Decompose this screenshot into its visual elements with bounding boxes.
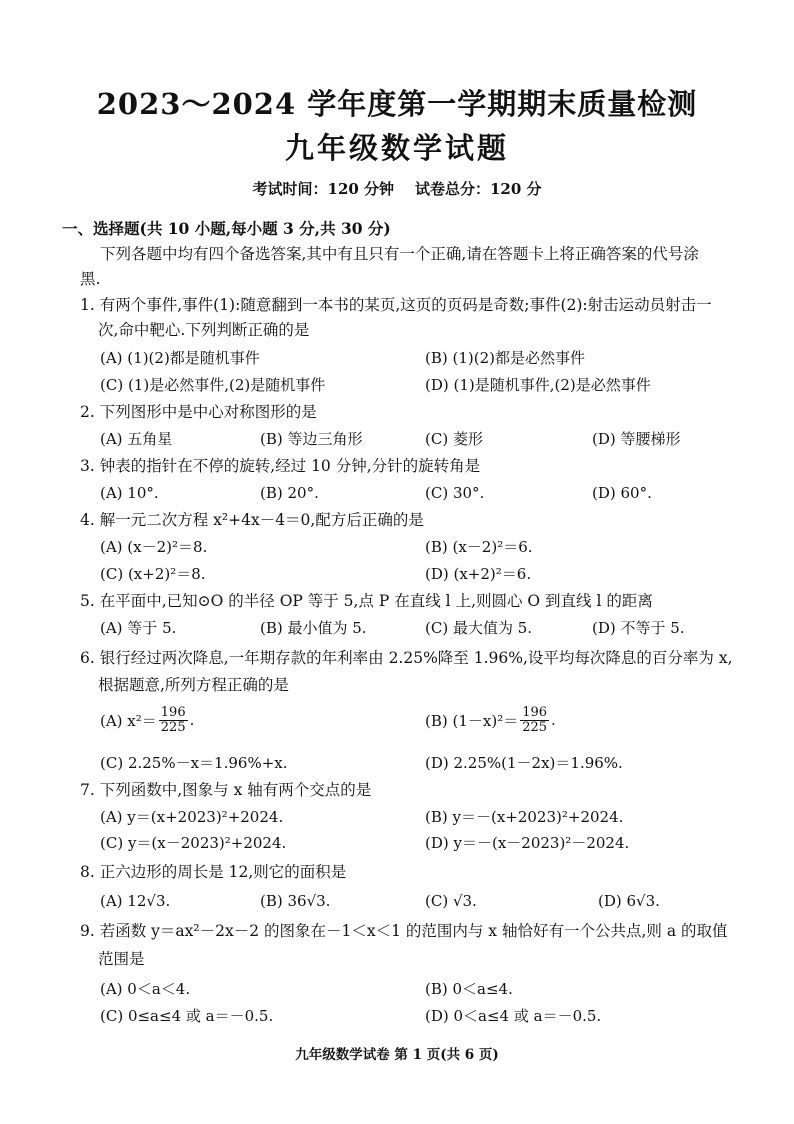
q1-stem-cont: 次,命中靶心.下列判断正确的是 — [98, 321, 310, 339]
q9-option-b: (B) 0＜a≤4. — [425, 980, 513, 998]
q3-stem: 3. 钟表的指针在不停的旋转,经过 10 分钟,分针的旋转角是 — [80, 457, 481, 475]
q6-option-c: (C) 2.25%－x＝1.96%+x. — [100, 754, 288, 772]
exam-title-line2: 九年级数学试题 — [284, 131, 509, 165]
q1-stem: 1. 有两个事件,事件(1):随意翻到一本书的某页,这页的页码是奇数;事件(2):射击运动员射击一 — [80, 296, 712, 314]
q8-option-a: (A) 12√3. — [100, 892, 171, 910]
q8-option-d: (D) 6√3. — [598, 892, 660, 910]
q6-option-a-suffix: . — [189, 711, 195, 730]
q6-option-d: (D) 2.25%(1－2x)＝1.96%. — [425, 754, 623, 772]
q1-option-a: (A) (1)(2)都是随机事件 — [100, 349, 260, 367]
q9-stem-cont: 范围是 — [98, 950, 145, 968]
q2-option-c: (C) 菱形 — [425, 430, 483, 448]
q3-option-a: (A) 10°. — [100, 484, 159, 502]
q6-option-b-denominator: 225 — [522, 719, 548, 735]
q1-option-d: (D) (1)是随机事件,(2)是必然事件 — [425, 376, 651, 394]
q2-option-d: (D) 等腰梯形 — [592, 430, 681, 448]
q9-option-c: (C) 0≤a≤4 或 a＝－0.5. — [100, 1007, 274, 1025]
q8-option-c: (C) √3. — [425, 892, 477, 910]
q4-option-b: (B) (x－2)²＝6. — [425, 538, 533, 556]
exam-title-line1: 2023～2024 学年度第一学期期末质量检测 — [96, 87, 698, 121]
q1-option-c: (C) (1)是必然事件,(2)是随机事件 — [100, 376, 326, 394]
q1-option-b: (B) (1)(2)都是必然事件 — [425, 349, 585, 367]
q6-option-b-fraction — [520, 706, 549, 734]
q6-option-a-numerator: 196 — [160, 705, 186, 720]
q7-option-c: (C) y＝(x－2023)²+2024. — [100, 834, 287, 852]
q3-option-c: (C) 30°. — [425, 484, 485, 502]
q3-option-b: (B) 20°. — [260, 484, 319, 502]
q6-option-b-suffix: . — [551, 711, 556, 730]
q4-option-c: (C) (x+2)²＝8. — [100, 565, 206, 583]
q6-option-a-fraction — [159, 706, 188, 734]
q5-stem: 5. 在平面中,已知⊙O 的半径 OP 等于 5,点 P 在直线 l 上,则圆心 O 到直线 l 的距离 — [80, 592, 653, 610]
section-heading: 一、选择题(共 10 小题,每小题 3 分,共 30 分) — [62, 219, 391, 238]
q7-option-b: (B) y＝－(x+2023)²+2024. — [425, 808, 624, 826]
q6-stem: 6. 银行经过两次降息,一年期存款的年利率由 2.25%降至 1.96%,设平均每次降息的百分率为 x, — [80, 649, 733, 667]
q6-option-a-denominator: 225 — [160, 719, 186, 735]
q9-option-d: (D) 0＜a≤4 或 a＝－0.5. — [425, 1007, 602, 1025]
q4-option-d: (D) (x+2)²＝6. — [425, 565, 532, 583]
section-instruction-cont: 黑. — [80, 270, 101, 288]
q6-option-b-prefix: (B) (1－x)²＝ — [425, 711, 519, 730]
q9-stem: 9. 若函数 y＝ax²－2x－2 的图象在－1＜x＜1 的范围内与 x 轴恰好有一个公共点,则 a 的取值 — [80, 922, 728, 940]
q2-stem: 2. 下列图形中是中心对称图形的是 — [80, 403, 317, 421]
q2-option-a: (A) 五角星 — [100, 430, 173, 448]
q4-option-a: (A) (x－2)²＝8. — [100, 538, 208, 556]
q6-option-a — [100, 706, 194, 734]
q3-option-d: (D) 60°. — [592, 484, 652, 502]
q6-option-b — [425, 706, 556, 734]
q5-option-c: (C) 最大值为 5. — [425, 619, 533, 637]
q5-option-a: (A) 等于 5. — [100, 619, 177, 637]
q2-option-b: (B) 等边三角形 — [260, 430, 363, 448]
q7-option-a: (A) y＝(x+2023)²+2024. — [100, 808, 284, 826]
page-footer: 九年级数学试卷 第 1 页(共 6 页) — [295, 1047, 499, 1063]
q4-stem: 4. 解一元二次方程 x²+4x－4＝0,配方后正确的是 — [80, 511, 424, 529]
q6-option-b-numerator: 196 — [522, 705, 548, 720]
q5-option-d: (D) 不等于 5. — [592, 619, 685, 637]
q7-option-d: (D) y＝－(x－2023)²－2024. — [425, 834, 630, 852]
q8-stem: 8. 正六边形的周长是 12,则它的面积是 — [80, 863, 347, 881]
exam-info: 考试时间：120 分钟 试卷总分：120 分 — [252, 180, 542, 198]
q5-option-b: (B) 最小值为 5. — [260, 619, 367, 637]
q7-stem: 7. 下列函数中,图象与 x 轴有两个交点的是 — [80, 781, 372, 799]
q8-option-b: (B) 36√3. — [260, 892, 331, 910]
section-instruction: 下列各题中均有四个备选答案,其中有且只有一个正确,请在答题卡上将正确答案的代号涂 — [100, 245, 699, 263]
q9-option-a: (A) 0＜a＜4. — [100, 980, 191, 998]
q6-stem-cont: 根据题意,所列方程正确的是 — [98, 676, 289, 694]
q6-option-a-prefix: (A) x²＝ — [100, 711, 157, 730]
